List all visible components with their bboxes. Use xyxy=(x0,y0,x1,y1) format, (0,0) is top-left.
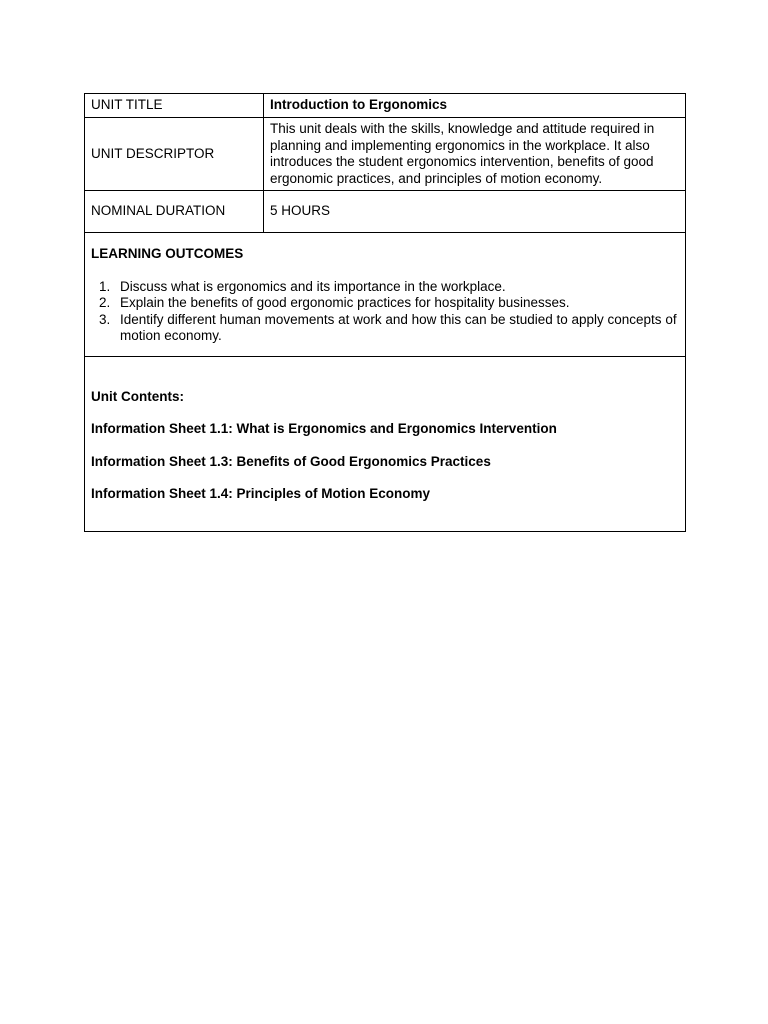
learning-outcomes-row xyxy=(85,233,686,357)
learning-outcome-item: 1. Discuss what is ergonomics and its importance in the workplace. xyxy=(114,279,679,296)
learning-outcome-item: 3. Identify different human movements at work and how this can be studied to apply concepts of motion economy. xyxy=(114,312,679,345)
learning-outcomes-list xyxy=(91,279,679,345)
learning-outcomes-heading: LEARNING OUTCOMES xyxy=(91,246,244,262)
unit-table xyxy=(84,93,686,532)
nominal-duration-row xyxy=(85,191,686,233)
unit-title-label: UNIT TITLE xyxy=(85,94,264,118)
learning-outcome-item: 2. Explain the benefits of good ergonomic practices for hospitality businesses. xyxy=(114,295,679,312)
learning-outcomes-cell xyxy=(85,233,686,357)
nominal-duration-label: NOMINAL DURATION xyxy=(85,191,264,233)
information-sheet-item: Information Sheet 1.4: Principles of Motion Economy xyxy=(91,486,431,501)
unit-contents-row xyxy=(85,357,686,532)
unit-title-row xyxy=(85,94,686,118)
unit-descriptor-row xyxy=(85,118,686,191)
unit-descriptor-value: This unit deals with the skills, knowledge and attitude required in planning and implementing ergonomics in the workplace. It also introduces the student ergonomics intervention, benefits of good ergonomic practices, and principles of motion economy. xyxy=(264,118,686,191)
unit-title-value: Introduction to Ergonomics xyxy=(264,94,686,118)
unit-contents-cell xyxy=(85,357,686,532)
nominal-duration-value: 5 HOURS xyxy=(264,191,686,233)
unit-descriptor-label: UNIT DESCRIPTOR xyxy=(85,118,264,191)
unit-contents-heading: Unit Contents: xyxy=(91,388,184,404)
information-sheet-item: Information Sheet 1.3: Benefits of Good Ergonomics Practices xyxy=(91,453,491,469)
information-sheet-item: Information Sheet 1.1: What is Ergonomics and Ergonomics Intervention xyxy=(91,421,557,436)
